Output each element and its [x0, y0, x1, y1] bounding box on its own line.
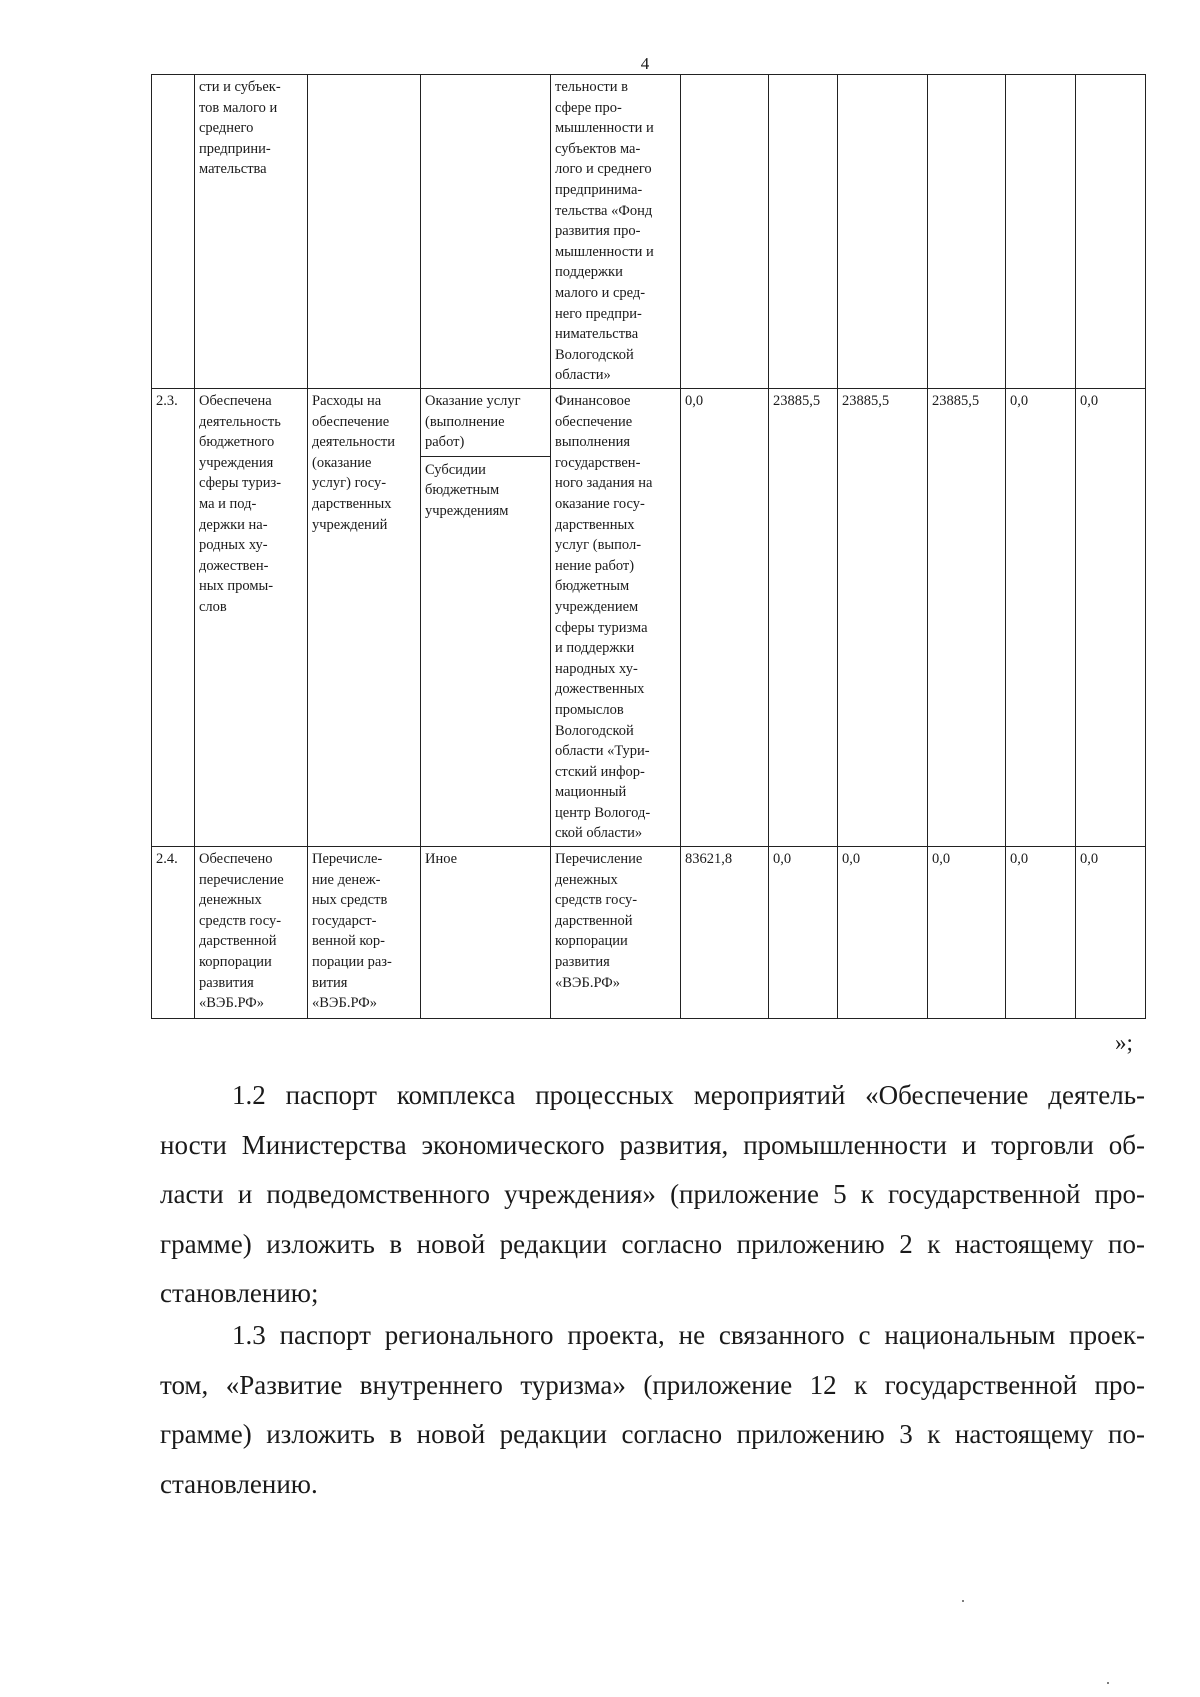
closing-quote: »;	[1115, 1030, 1133, 1055]
table-row	[152, 389, 1146, 847]
expense-cell	[308, 389, 421, 847]
description-cell-line: стский инфор-	[555, 763, 645, 780]
description-cell-line: ской области»	[555, 825, 643, 842]
description-cell-line: него предпри-	[555, 305, 642, 322]
paragraph-line: 1.2 паспорт комплекса процессных мероприятий «Обеспечение деятель-	[232, 1080, 1145, 1110]
expense-cell-line: учреждений	[312, 516, 388, 533]
description-cell-line: Вологодской	[555, 346, 634, 363]
type-line: учреждениям	[425, 502, 509, 519]
description-cell-line: услуг (выпол-	[555, 537, 642, 554]
description-cell-line: Вологодской	[555, 722, 634, 739]
type-cell	[421, 847, 551, 1019]
description-cell-line: учреждением	[555, 598, 639, 615]
paragraph-line: грамме) изложить в новой редакции согласно приложению 2 к настоящему по-	[160, 1228, 1145, 1259]
description-cell-line: Финансовое	[555, 393, 631, 409]
description-cell-line: и поддержки	[555, 640, 635, 657]
value-cell	[681, 75, 769, 389]
result-cell-line: денежных	[199, 892, 262, 909]
description-cell-line: дарственных	[555, 516, 635, 533]
result-cell-line: сти и субъек-	[199, 79, 281, 95]
result-cell-line: деятельность	[199, 413, 281, 430]
expense-cell-line: государст-	[312, 912, 377, 929]
result-cell-line: слов	[199, 598, 227, 615]
value-cell	[1076, 75, 1146, 389]
result-cell-line: Обеспечена	[199, 393, 272, 409]
expense-cell-line: обеспечение	[312, 413, 390, 430]
expense-cell-line: услуг) госу-	[312, 475, 387, 492]
result-cell-line: «ВЭБ.РФ»	[199, 995, 264, 1012]
description-cell-line: развития про-	[555, 223, 641, 240]
result-cell-line: тов малого и	[199, 99, 278, 116]
description-cell-line: поддержки	[555, 264, 623, 281]
result-cell-line: Обеспечено	[199, 851, 273, 868]
description-cell-line: бюджетным	[555, 578, 630, 595]
description-cell-line: дожественных	[555, 681, 645, 698]
value-cell: 83621,8	[681, 847, 769, 1019]
paragraph-line: становлению;	[160, 1278, 319, 1308]
row-number	[152, 75, 195, 389]
description-cell-line: нимательства	[555, 326, 639, 343]
value-cell: 23885,5	[928, 389, 1006, 847]
expense-cell-line: деятельности	[312, 434, 396, 451]
paragraph-line: становлению.	[160, 1468, 318, 1499]
type-top	[421, 391, 550, 457]
expense-cell-line: ние денеж-	[312, 871, 381, 888]
value-cell: 0,0	[1006, 847, 1076, 1019]
result-cell	[195, 847, 308, 1019]
result-cell-line: бюджетного	[199, 434, 275, 451]
expense-cell-line: порации раз-	[312, 954, 392, 971]
description-cell-line: дарственной	[555, 912, 633, 929]
paragraph-line: ласти и подведомственного учреждения» (приложение 5 к государственной про-	[160, 1179, 1145, 1209]
result-cell-line: учреждения	[199, 454, 274, 471]
value-cell	[928, 75, 1006, 389]
type-line: работ)	[425, 434, 465, 451]
paragraph-line: 1.3 паспорт регионального проекта, не связанного с национальным проек-	[232, 1320, 1145, 1350]
value-cell	[838, 75, 928, 389]
expense-cell-line: венной кор-	[312, 933, 385, 950]
description-cell-line: области»	[555, 367, 611, 384]
value-cell: 0,0	[928, 847, 1006, 1019]
table-row	[152, 75, 1146, 389]
description-cell-line: народных ху-	[555, 660, 638, 677]
result-cell-line: среднего	[199, 120, 254, 137]
value-cell: 0,0	[681, 389, 769, 847]
value-cell: 23885,5	[769, 389, 838, 847]
paragraph-1-3	[160, 1311, 1145, 1509]
result-cell-line: дожествен-	[199, 557, 269, 574]
result-cell-line: ма и под-	[199, 495, 257, 512]
result-cell-line: развития	[199, 974, 254, 991]
description-cell-line: промыслов	[555, 701, 624, 718]
paragraph-line: том, «Развитие внутреннего туризма» (приложение 12 к государственной про-	[160, 1369, 1145, 1400]
description-cell-line: области «Тури-	[555, 743, 650, 760]
result-cell-line: ных промы-	[199, 578, 274, 595]
result-cell-line: перечисление	[199, 871, 284, 888]
description-cell-line: выполнения	[555, 434, 631, 451]
type-bottom	[425, 457, 547, 522]
description-cell-line: денежных	[555, 871, 618, 888]
result-cell-line: средств госу-	[199, 912, 282, 929]
scan-speck	[1107, 1682, 1109, 1684]
table-row	[152, 847, 1146, 1019]
description-cell-line: сфере про-	[555, 99, 622, 116]
result-cell-line: мательства	[199, 161, 267, 178]
value-cell: 0,0	[838, 847, 928, 1019]
description-cell-line: мышленности и	[555, 120, 654, 137]
type-line: Оказание услуг	[425, 393, 521, 409]
description-cell-line: обеспечение	[555, 413, 633, 430]
value-cell: 0,0	[1006, 389, 1076, 847]
type-top	[425, 849, 547, 870]
description-cell-line: малого и сред-	[555, 284, 646, 301]
description-cell-line: оказание госу-	[555, 495, 645, 512]
type-cell	[421, 75, 551, 389]
type-line: Иное	[425, 851, 458, 868]
description-cell-line: субъектов ма-	[555, 140, 641, 157]
value-cell: 0,0	[1076, 389, 1146, 847]
description-cell-line: ного задания на	[555, 475, 653, 492]
type-cell	[421, 389, 551, 847]
value-cell	[769, 75, 838, 389]
description-cell	[551, 389, 681, 847]
description-cell-line: лого и среднего	[555, 161, 652, 178]
paragraph-line: грамме) изложить в новой редакции согласно приложению 3 к настоящему по-	[160, 1419, 1145, 1449]
description-cell-line: мационный	[555, 784, 627, 801]
result-cell-line: сферы туриз-	[199, 475, 282, 492]
expense-cell	[308, 75, 421, 389]
description-cell	[551, 847, 681, 1019]
expense-cell-line: вития	[312, 974, 348, 991]
result-cell-line: держки на-	[199, 516, 268, 533]
expense-cell-line: Перечисле-	[312, 851, 383, 868]
expense-cell-line: дарственных	[312, 495, 392, 512]
description-cell-line: «ВЭБ.РФ»	[555, 974, 620, 991]
type-line: (выполнение	[425, 413, 505, 430]
expense-cell-line: ных средств	[312, 892, 388, 909]
type-line: бюджетным	[425, 482, 500, 499]
expense-cell-line: (оказание	[312, 454, 372, 471]
description-cell-line: мышленности и	[555, 243, 654, 260]
description-cell-line: государствен-	[555, 454, 641, 471]
value-cell: 0,0	[769, 847, 838, 1019]
result-cell-line: дарственной	[199, 933, 277, 950]
description-cell-line: средств госу-	[555, 892, 638, 909]
result-cell-line: родных ху-	[199, 537, 268, 554]
description-cell	[551, 75, 681, 389]
result-cell	[195, 389, 308, 847]
result-cell	[195, 75, 308, 389]
description-cell-line: тельства «Фонд	[555, 202, 653, 219]
paragraph-line: ности Министерства экономического развития, промышленности и торговли об-	[160, 1129, 1145, 1160]
result-cell-line: предприни-	[199, 140, 271, 157]
expense-cell-line: «ВЭБ.РФ»	[312, 995, 377, 1012]
activities-table	[151, 74, 1146, 1019]
value-cell: 0,0	[1076, 847, 1146, 1019]
description-cell-line: корпорации	[555, 933, 628, 950]
value-cell	[1006, 75, 1076, 389]
scan-speck	[962, 1600, 964, 1602]
row-number: 2.4.	[152, 847, 195, 1019]
description-cell-line: нение работ)	[555, 557, 635, 574]
description-cell-line: развития	[555, 954, 610, 971]
result-cell-line: корпорации	[199, 954, 272, 971]
description-cell-line: центр Вологод-	[555, 804, 651, 821]
description-cell-line: сферы туризма	[555, 619, 648, 636]
row-number: 2.3.	[152, 389, 195, 847]
description-cell-line: тельности в	[555, 79, 628, 95]
description-cell-line: Перечисление	[555, 851, 643, 868]
expense-cell-line: Расходы на	[312, 393, 382, 409]
description-cell-line: предпринима-	[555, 181, 643, 198]
paragraph-1-2	[160, 1071, 1145, 1319]
page-number: 4	[640, 54, 650, 73]
expense-cell	[308, 847, 421, 1019]
value-cell: 23885,5	[838, 389, 928, 847]
type-line: Субсидии	[425, 461, 486, 478]
